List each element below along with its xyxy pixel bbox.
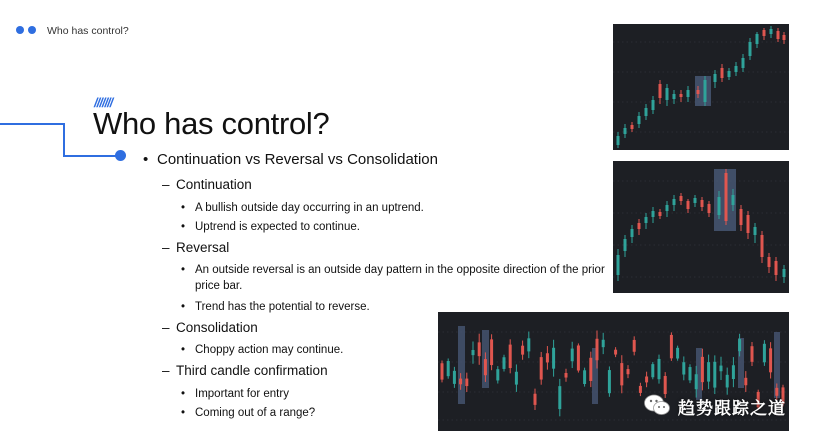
section-heading: – Consolidation [162, 320, 258, 335]
candlestick-chart-continuation [613, 24, 789, 150]
section-item: • Choppy action may continue. [181, 344, 344, 356]
wechat-icon [643, 393, 671, 417]
section-item: • Uptrend is expected to continue. [181, 221, 360, 233]
connector-line [63, 155, 119, 157]
section-item: • Coming out of a range? [181, 407, 316, 419]
connector-line [63, 123, 65, 156]
section-item: • An outside reversal is an outside day pattern in the opposite direction of the prior price bar. [181, 264, 605, 292]
main-bullet: • Continuation vs Reversal vs Consolidation [143, 151, 438, 168]
connector-line [0, 123, 63, 125]
section-heading: – Reversal [162, 240, 230, 255]
section-item: • Trend has the potential to reverse. [181, 301, 370, 313]
section-item: • A bullish outside day occurring in an uptrend. [181, 202, 424, 214]
header-label: Who has control? [47, 25, 129, 37]
slide-title: Who has control? [93, 106, 330, 141]
section-heading: – Continuation [162, 177, 252, 192]
watermark-text: 趋势跟踪之道 [678, 399, 786, 418]
candlestick-chart-reversal [613, 161, 789, 293]
title-slashes: /////// [94, 95, 113, 110]
header-dots [16, 26, 36, 34]
section-heading: – Third candle confirmation [162, 363, 328, 378]
connector-dot [115, 150, 126, 161]
section-item: • Important for entry [181, 388, 289, 400]
